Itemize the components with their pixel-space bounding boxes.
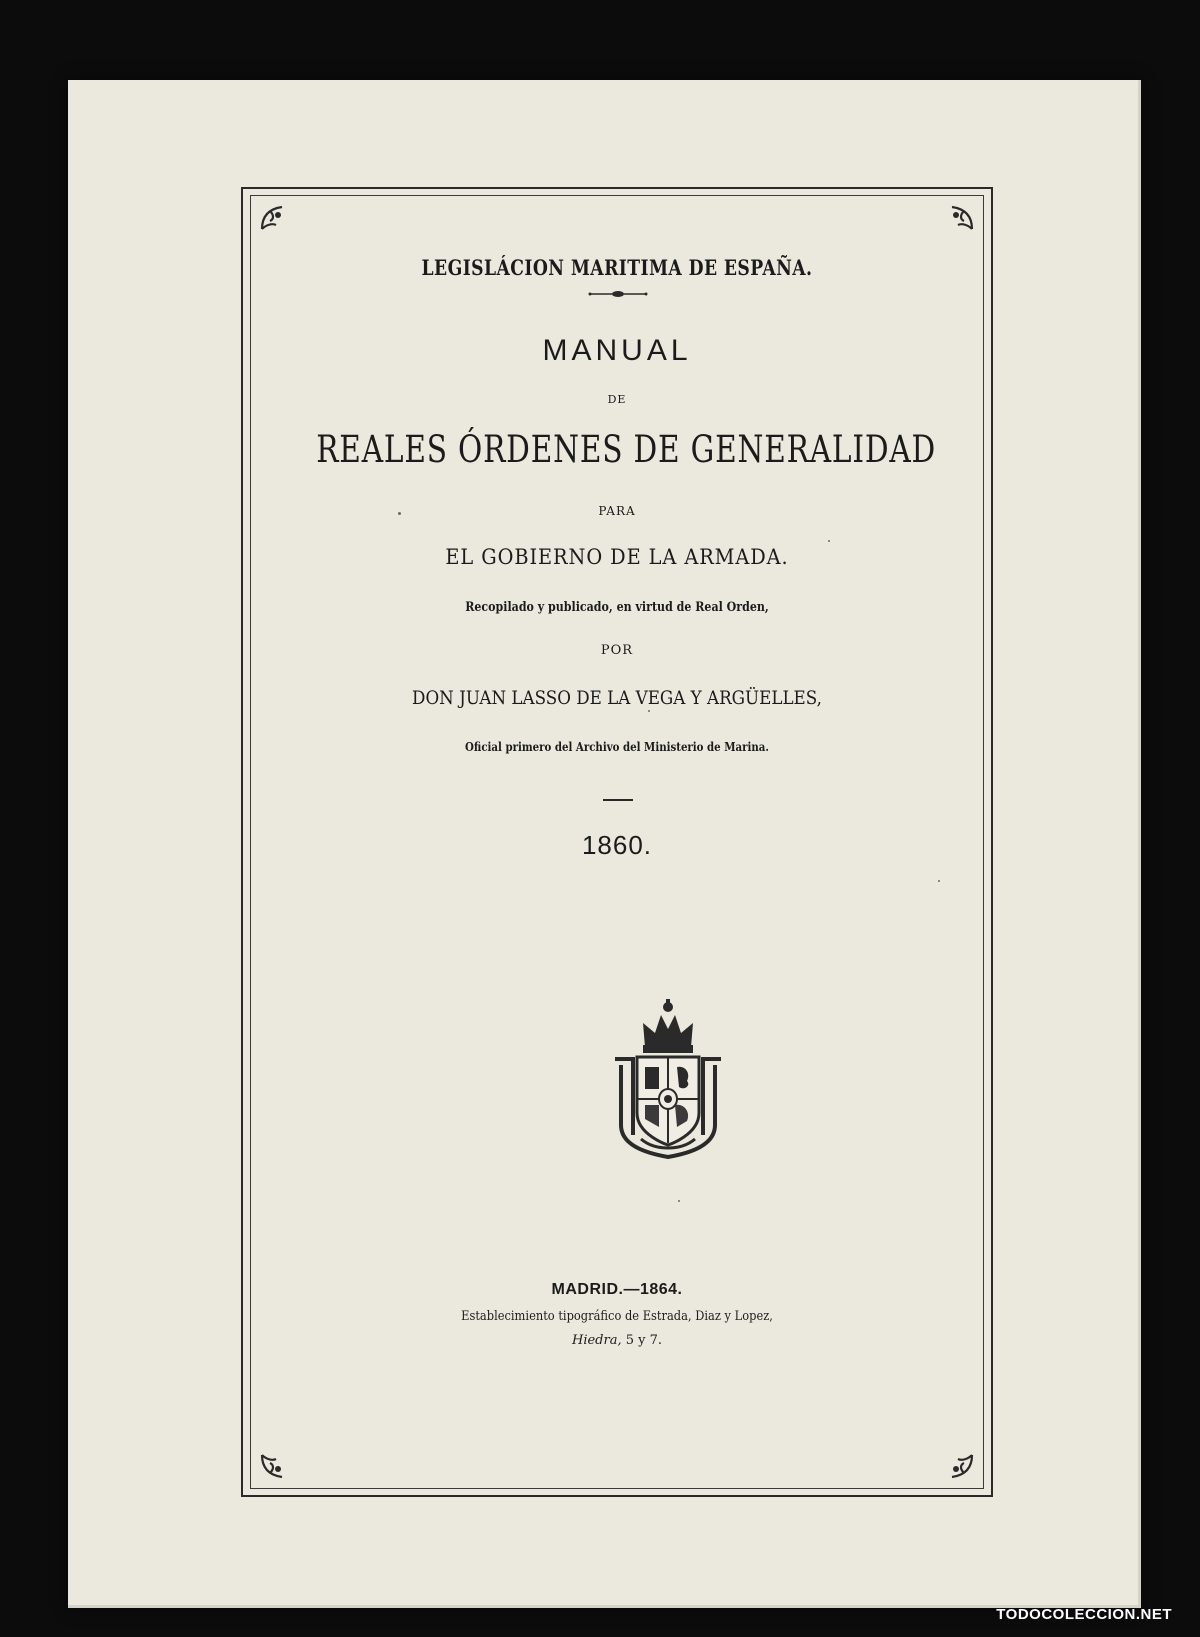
corner-flourish-icon: [946, 203, 976, 233]
title-page: [68, 80, 1141, 1608]
imprint-number: 5 y 7.: [621, 1333, 663, 1348]
author-name: DON JUAN LASSO DE LA VEGA Y ARGÜELLES,: [412, 687, 822, 709]
separator-dash: [603, 799, 633, 801]
imprint-printer: Establecimiento tipográfico de Estrada, Diaz y Lopez,: [461, 1309, 773, 1324]
connector-para: PARA: [598, 504, 636, 518]
ornamental-rule-icon: [588, 289, 648, 299]
imprint-address: [241, 1333, 993, 1348]
site-watermark: TODOCOLECCION.NET: [996, 1606, 1172, 1623]
series-title: LEGISLÁCION MARITIMA DE ESPAÑA.: [421, 255, 813, 280]
corner-flourish-icon: [258, 1451, 288, 1481]
connector-por: POR: [600, 643, 634, 658]
author-office: Oficial primero del Archivo del Ministerio de Marina.: [465, 740, 769, 754]
imprint-street: Hiedra,: [571, 1333, 622, 1348]
main-title: REALES ÓRDENES DE GENERALIDAD: [316, 428, 937, 471]
connector-de: DE: [607, 393, 627, 406]
royal-coat-of-arms-icon: [605, 995, 731, 1160]
corner-flourish-icon: [946, 1451, 976, 1481]
imprint-place-date: MADRID.—1864.: [551, 1281, 683, 1298]
subtitle: EL GOBIERNO DE LA ARMADA.: [445, 545, 789, 569]
corner-flourish-icon: [258, 203, 288, 233]
manual-heading: MANUAL: [542, 334, 692, 367]
edition-year: 1860.: [581, 830, 653, 860]
compilation-note: Recopilado y publicado, en virtud de Real Orden,: [465, 600, 769, 615]
